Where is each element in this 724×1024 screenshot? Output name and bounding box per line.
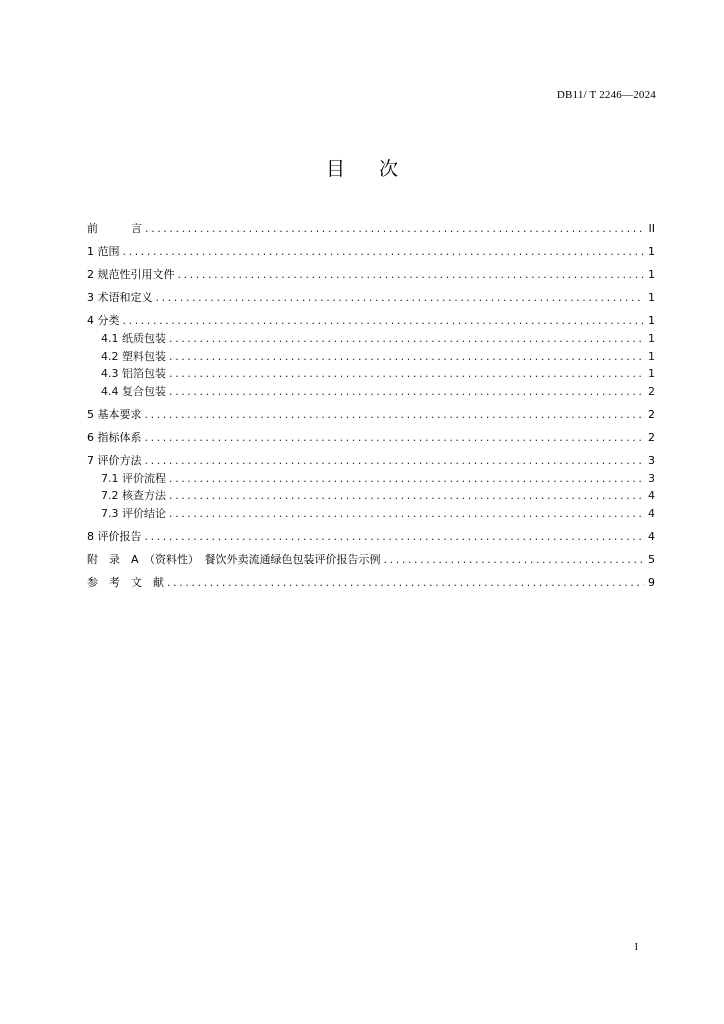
toc-entry-label: 3 术语和定义	[87, 291, 153, 305]
table-of-contents	[87, 220, 655, 592]
toc-entry-label: 7.3 评价结论	[101, 506, 166, 520]
toc-entry-page: 1	[648, 268, 655, 282]
toc-leader-dots	[169, 348, 644, 366]
toc-entry-page: II	[648, 222, 655, 235]
toc-entry-page: 3	[648, 471, 655, 485]
toc-entry-page: 4	[648, 529, 655, 543]
toc-leader-dots	[145, 220, 644, 238]
toc-leader-dots	[169, 505, 644, 523]
toc-entry-label: 4.2 塑料包装	[101, 349, 166, 363]
toc-entry-label: 5 基本要求	[87, 407, 142, 421]
page-number: I	[634, 942, 638, 953]
toc-leader-dots	[156, 289, 645, 307]
toc-entry-verification-method[interactable]	[87, 487, 655, 505]
toc-leader-dots	[123, 312, 645, 330]
toc-leader-dots	[145, 429, 645, 447]
toc-leader-dots	[167, 574, 644, 592]
toc-entry-page: 5	[648, 553, 655, 566]
toc-entry-paper-packaging[interactable]	[87, 330, 655, 348]
toc-entry-page: 2	[648, 407, 655, 421]
toc-entry-foil-packaging[interactable]	[87, 365, 655, 383]
toc-entry-page: 2	[648, 430, 655, 444]
toc-leader-dots	[169, 383, 644, 401]
toc-entry-terms[interactable]	[87, 289, 655, 307]
toc-entry-basic-requirements[interactable]	[87, 406, 655, 424]
toc-entry-appendix-a[interactable]	[87, 551, 655, 569]
toc-entry-label: 4.3 铝箔包装	[101, 367, 166, 381]
toc-leader-dots	[169, 365, 644, 383]
toc-entry-label: 前 言	[87, 222, 142, 235]
toc-entry-page: 3	[648, 454, 655, 468]
toc-entry-indicator-system[interactable]	[87, 429, 655, 447]
toc-entry-evaluation-process[interactable]	[87, 470, 655, 488]
toc-title	[0, 154, 724, 181]
toc-entry-label: 7.2 核查方法	[101, 489, 166, 503]
toc-entry-page: 1	[648, 349, 655, 363]
toc-leader-dots	[145, 406, 645, 424]
toc-entry-page: 1	[648, 245, 655, 259]
toc-entry-label: 8 评价报告	[87, 529, 142, 543]
toc-entry-label: 附 录 A （资料性） 餐饮外卖流通绿色包装评价报告示例	[87, 553, 381, 566]
toc-entry-label: 7.1 评价流程	[101, 471, 166, 485]
toc-title-char-1: 目	[325, 158, 345, 180]
toc-entry-classification[interactable]	[87, 312, 655, 330]
toc-entry-evaluation-report[interactable]	[87, 528, 655, 546]
toc-entry-page: 9	[648, 576, 655, 590]
toc-entry-scope[interactable]	[87, 243, 655, 261]
toc-entry-label: 4.1 纸质包装	[101, 331, 166, 345]
toc-entry-composite-packaging[interactable]	[87, 383, 655, 401]
toc-leader-dots	[384, 551, 644, 569]
toc-entry-evaluation-conclusion[interactable]	[87, 505, 655, 523]
standard-code: DB11/ T 2246—2024	[556, 89, 656, 101]
toc-leader-dots	[145, 528, 645, 546]
toc-entry-label: 4.4 复合包装	[101, 384, 166, 398]
toc-entry-page: 4	[648, 489, 655, 503]
toc-entry-bibliography[interactable]	[87, 574, 655, 592]
toc-leader-dots	[169, 470, 644, 488]
toc-entry-page: 4	[648, 506, 655, 520]
toc-entry-label: 2 规范性引用文件	[87, 268, 175, 282]
toc-entry-plastic-packaging[interactable]	[87, 348, 655, 366]
toc-entry-foreword[interactable]	[87, 220, 655, 238]
toc-entry-label: 4 分类	[87, 314, 120, 328]
toc-leader-dots	[123, 243, 645, 261]
toc-leader-dots	[169, 330, 644, 348]
toc-entry-label: 7 评价方法	[87, 454, 142, 468]
toc-entry-page: 1	[648, 367, 655, 381]
toc-leader-dots	[178, 266, 645, 284]
toc-entry-normative-references[interactable]	[87, 266, 655, 284]
toc-entry-label: 1 范围	[87, 245, 120, 259]
toc-leader-dots	[169, 487, 644, 505]
toc-entry-page: 2	[648, 384, 655, 398]
toc-title-char-2: 次	[379, 158, 399, 180]
toc-entry-page: 1	[648, 314, 655, 328]
toc-entry-label: 6 指标体系	[87, 430, 142, 444]
toc-entry-page: 1	[648, 331, 655, 345]
toc-entry-evaluation-method[interactable]	[87, 452, 655, 470]
toc-leader-dots	[145, 452, 645, 470]
toc-entry-label: 参 考 文 献	[87, 576, 164, 590]
toc-entry-page: 1	[648, 291, 655, 305]
